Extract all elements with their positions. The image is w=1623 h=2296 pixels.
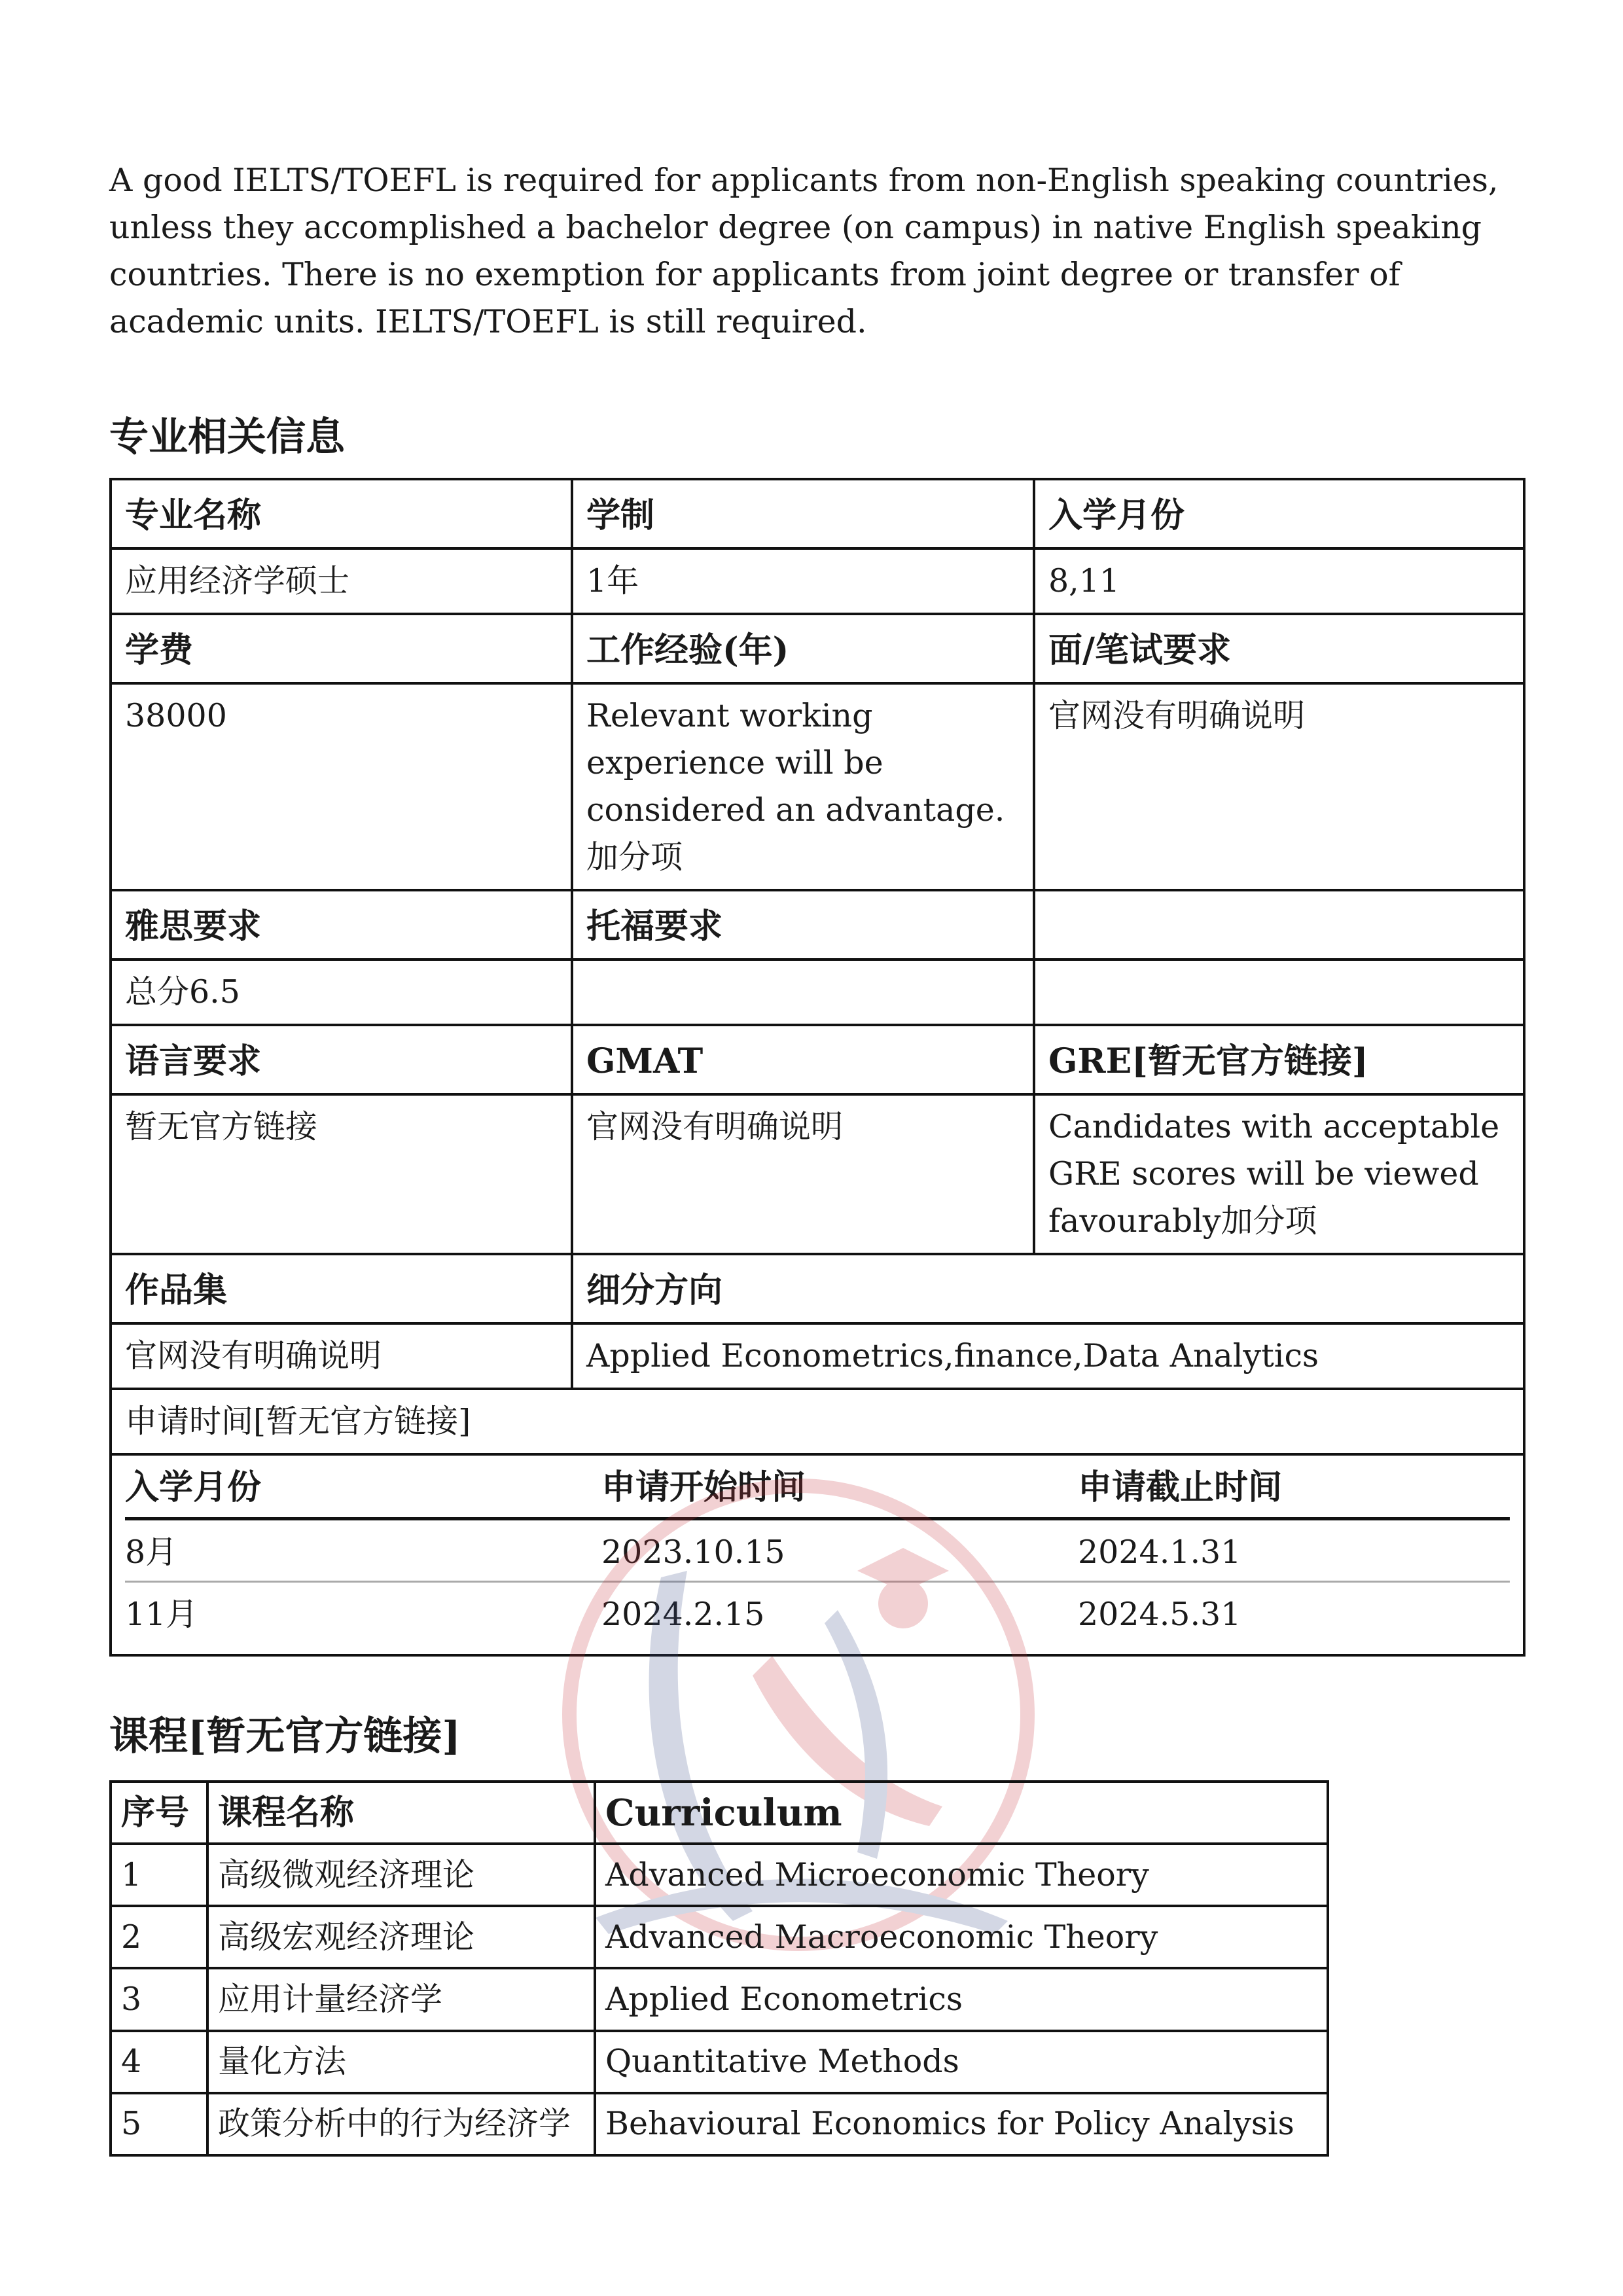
value-ielts: 总分6.5 — [111, 960, 572, 1025]
course-index: 4 — [111, 2031, 207, 2093]
course-curriculum: Quantitative Methods — [595, 2031, 1328, 2093]
course-name: 政策分析中的行为经济学 — [207, 2093, 595, 2155]
value-empty — [1034, 960, 1524, 1025]
app-header-start: 申请开始时间 — [601, 1456, 1078, 1519]
header-interview-exam: 面/笔试要求 — [1034, 614, 1524, 683]
table-row — [111, 2093, 1328, 2155]
value-toefl — [572, 960, 1034, 1025]
header-empty — [1034, 890, 1524, 960]
intro-paragraph: A good IELTS/TOEFL is required for applicants from non-English speaking countries, unless they accomplished a bachelor degree (on campus) in native English speaking countries. There is no exemption for applicants from joint degree or transfer of academic units. IELTS/TOEFL is still required. — [109, 162, 1499, 340]
table-row — [125, 1582, 1510, 1642]
course-index: 3 — [111, 1968, 207, 2030]
program-info-table — [109, 478, 1525, 1657]
value-tuition: 38000 — [111, 683, 572, 890]
app-deadline: 2024.5.31 — [1078, 1596, 1241, 1633]
table-row — [111, 1906, 1328, 1968]
course-name: 应用计量经济学 — [207, 1968, 595, 2030]
course-header-index: 序号 — [111, 1782, 207, 1844]
course-index: 2 — [111, 1906, 207, 1968]
course-name: 量化方法 — [207, 2031, 595, 2093]
app-start: 2023.10.15 — [601, 1519, 1078, 1582]
course-header-name: 课程名称 — [207, 1782, 595, 1844]
course-curriculum: Advanced Macroeconomic Theory — [595, 1906, 1328, 1968]
table-row — [111, 1968, 1328, 2030]
value-gre: Candidates with acceptable GRE scores will be viewed favourably加分项 — [1034, 1094, 1524, 1254]
course-curriculum: Advanced Microeconomic Theory — [595, 1844, 1328, 1906]
application-time-table — [125, 1456, 1510, 1641]
table-row — [111, 1844, 1328, 1906]
header-work-experience: 工作经验(年) — [572, 614, 1034, 683]
table-row — [111, 2031, 1328, 2093]
course-header-curriculum: Curriculum — [595, 1782, 1328, 1844]
app-start: 2024.2.15 — [601, 1596, 765, 1633]
header-ielts: 雅思要求 — [111, 890, 572, 960]
app-intake: 11月 — [125, 1596, 198, 1633]
course-index: 1 — [111, 1844, 207, 1906]
program-info-title: 专业相关信息 — [109, 414, 345, 460]
course-section-title: 课程[暂无官方链接] — [109, 1713, 461, 1759]
header-duration: 学制 — [572, 479, 1034, 548]
app-intake: 8月 — [125, 1519, 601, 1582]
header-intake-month: 入学月份 — [1034, 479, 1524, 548]
table-row — [125, 1519, 1510, 1582]
value-work-experience: Relevant working experience will be considered an advantage.加分项 — [572, 683, 1034, 890]
application-time-cell — [111, 1454, 1524, 1655]
value-intake-month: 8,11 — [1034, 548, 1524, 614]
value-portfolio: 官网没有明确说明 — [111, 1323, 572, 1389]
value-interview-exam: 官网没有明确说明 — [1034, 683, 1524, 890]
app-header-intake: 入学月份 — [125, 1456, 601, 1519]
course-table — [109, 1780, 1329, 2157]
course-index: 5 — [111, 2093, 207, 2155]
application-time-label: 申请时间[暂无官方链接] — [111, 1389, 1524, 1454]
header-gmat: GMAT — [572, 1025, 1034, 1094]
header-toefl: 托福要求 — [572, 890, 1034, 960]
value-specialization: Applied Econometrics,finance,Data Analytics — [572, 1323, 1524, 1389]
value-language: 暂无官方链接 — [111, 1094, 572, 1254]
header-gre: GRE[暂无官方链接] — [1034, 1025, 1524, 1094]
course-curriculum: Behavioural Economics for Policy Analysis — [595, 2093, 1328, 2155]
value-program-name: 应用经济学硕士 — [111, 548, 572, 614]
header-specialization: 细分方向 — [572, 1254, 1524, 1323]
app-header-deadline: 申请截止时间 — [1078, 1456, 1510, 1519]
header-portfolio: 作品集 — [111, 1254, 572, 1323]
course-name: 高级宏观经济理论 — [207, 1906, 595, 1968]
value-duration: 1年 — [572, 548, 1034, 614]
course-curriculum: Applied Econometrics — [595, 1968, 1328, 2030]
value-gmat: 官网没有明确说明 — [572, 1094, 1034, 1254]
header-language: 语言要求 — [111, 1025, 572, 1094]
header-program-name: 专业名称 — [111, 479, 572, 548]
header-tuition: 学费 — [111, 614, 572, 683]
app-deadline: 2024.1.31 — [1078, 1519, 1510, 1582]
course-name: 高级微观经济理论 — [207, 1844, 595, 1906]
